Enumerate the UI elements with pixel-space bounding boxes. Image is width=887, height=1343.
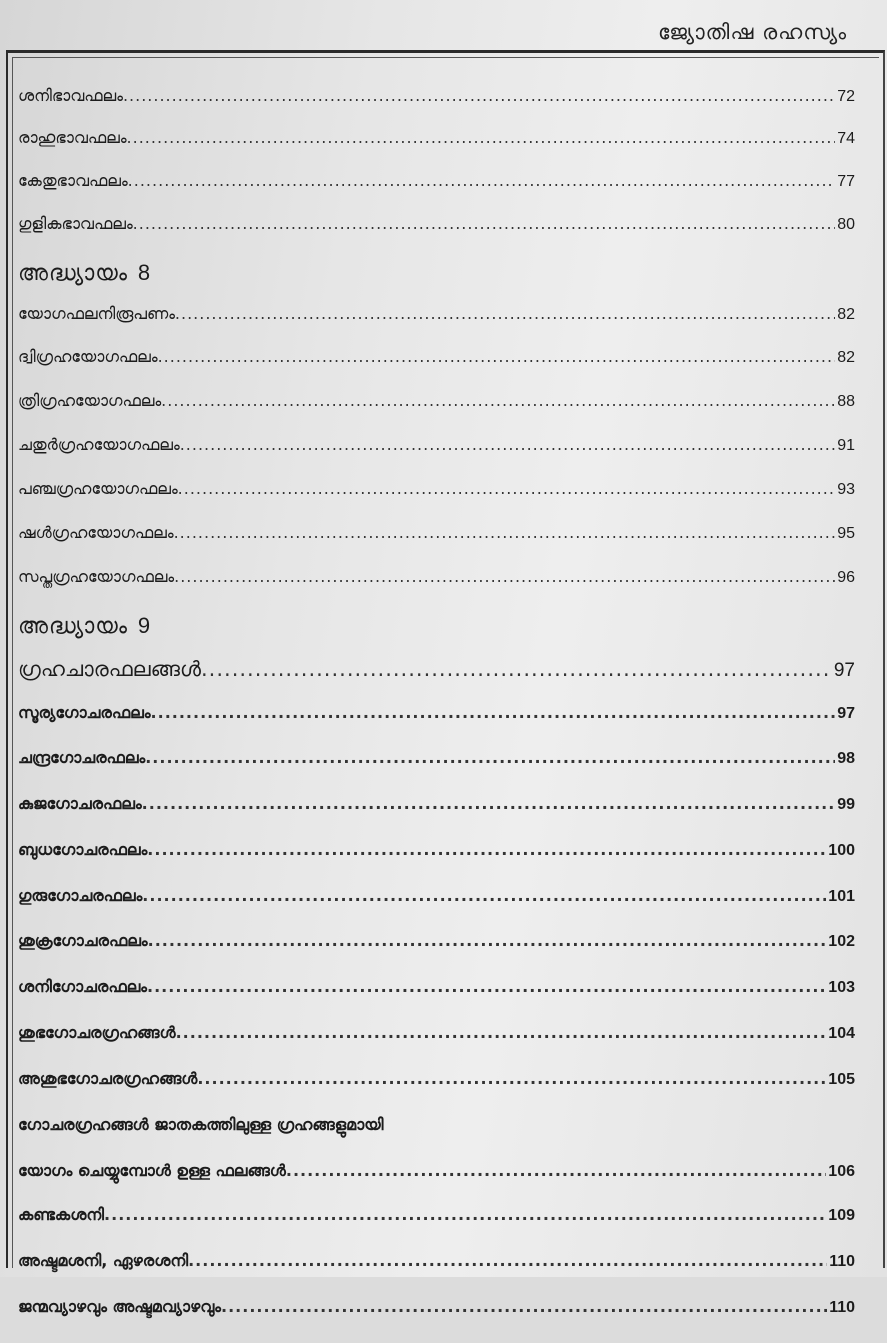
running-head-title: ജ്യോതിഷ രഹസ്യം (658, 20, 847, 44)
toc-entry-label: ഗുരുഗോചരഫലം (18, 886, 143, 905)
toc-entry (18, 1023, 855, 1069)
toc-entry (18, 1251, 855, 1297)
toc-entry-page: 88 (837, 393, 855, 410)
toc-leader-dots (147, 977, 826, 996)
toc-entry-label: യോഗഫലനിരൂപണം (18, 304, 175, 323)
toc-entry (18, 304, 855, 347)
toc-entry-label: ശനിഭാവഫലം (18, 86, 123, 105)
toc-entry-label: രാഹുഭാവഫലം (18, 128, 127, 147)
chapter-heading-number: 8 (137, 260, 152, 285)
toc-leader-dots (175, 304, 835, 323)
toc-entry (18, 567, 855, 613)
toc-entry (18, 886, 855, 931)
toc-entry-label: അഷ്ടമശനി, ഏഴരശനി (18, 1251, 189, 1270)
toc-entry-page: 93 (837, 481, 855, 498)
toc-entry-page: 80 (837, 216, 855, 233)
toc-entry-label: ഗ്രഹചാരഫലങ്ങൾ (18, 657, 201, 681)
toc-entry (18, 1297, 855, 1343)
toc-entry-label: കേതുഭാവഫലം (18, 171, 128, 190)
toc-entry-label: ചന്ദ്രഗോചരഫലം (18, 748, 146, 767)
toc-entry (18, 1205, 855, 1251)
toc-entry-page: 109 (828, 1207, 855, 1224)
toc-entry-label: കുജഗോചരഫലം (18, 794, 142, 813)
toc-entry-page: 106 (828, 1163, 855, 1180)
toc-entry-page: 95 (837, 525, 855, 542)
toc-entry-label: ശനിഗോചരഫലം (18, 977, 148, 996)
toc-entry-label: ഗുളികഭാവഫലം (18, 214, 133, 233)
toc-entry (18, 435, 855, 479)
toc-leader-dots (286, 1161, 826, 1180)
toc-entry-page: 97 (837, 705, 855, 722)
toc-entry-label: ശുഭഗോചരഗ്രഹങ്ങൾ (18, 1023, 176, 1042)
toc-entry (18, 1069, 855, 1115)
toc-entry (18, 748, 855, 794)
toc-entry-label: ജന്മവ്യാഴവും അഷ്ടമവ്യാഴവും (18, 1297, 222, 1316)
toc-entry-label: സപ്തഗ്രഹയോഗഫലം (18, 567, 175, 586)
toc-leader-dots (221, 1297, 827, 1316)
toc-entry-page: 72 (837, 88, 855, 105)
toc-entry-label: ഷൾഗ്രഹയോഗഫലം (18, 523, 174, 542)
toc-entry-page: 110 (829, 1299, 855, 1316)
table-of-contents (18, 86, 855, 1343)
toc-entry-page: 74 (837, 130, 855, 147)
toc-entry (18, 657, 855, 703)
toc-entry (18, 171, 855, 214)
toc-entry (18, 794, 855, 840)
toc-leader-dots (158, 347, 836, 366)
toc-entry-label: കണ്ടകശനി (18, 1205, 105, 1224)
toc-entry-page: 104 (828, 1025, 855, 1042)
chapter-heading-word: അദ്ധ്യായം (18, 261, 128, 286)
toc-entry-label: ചതുർഗ്രഹയോഗഫലം (18, 435, 180, 454)
toc-entry-label: ദ്വിഗ്രഹയോഗഫലം (18, 347, 158, 366)
toc-leader-dots (151, 703, 836, 722)
toc-leader-dots (188, 1251, 827, 1270)
toc-leader-dots (178, 479, 836, 498)
toc-entry-page: 82 (837, 306, 855, 323)
toc-entry-first-line: ഗോചരഗ്രഹങ്ങൾ ജാതകത്തിലുള്ള ഗ്രഹങ്ങളുമായി (18, 1115, 384, 1134)
toc-entry-page: 100 (828, 842, 855, 859)
toc-entry-label: സൂര്യഗോചരഫലം (18, 703, 151, 722)
toc-leader-dots (127, 128, 836, 147)
toc-entry-label: ശുക്രഗോചരഫലം (18, 931, 148, 950)
toc-entry-page: 96 (837, 569, 855, 586)
toc-entry (18, 977, 855, 1023)
toc-leader-dots (145, 748, 835, 767)
toc-entry-page: 97 (833, 660, 855, 681)
toc-entry-label: ബുധഗോചരഫലം (18, 840, 148, 859)
toc-leader-dots (147, 840, 826, 859)
chapter-heading-word: അദ്ധ്യായം (18, 614, 128, 639)
toc-entry-page: 82 (837, 349, 855, 366)
toc-entry-page: 101 (828, 888, 855, 905)
toc-leader-dots (174, 523, 836, 542)
toc-leader-dots (174, 567, 835, 586)
toc-entry-page: 77 (837, 173, 855, 190)
toc-leader-dots (128, 171, 836, 190)
toc-entry-label: ത്രിഗ്രഹയോഗഫലം (18, 391, 162, 410)
toc-entry-page: 102 (828, 933, 855, 950)
toc-entry (18, 703, 855, 748)
toc-entry-label: പഞ്ചഗ്രഹയോഗഫലം (18, 479, 178, 498)
toc-leader-dots (133, 214, 836, 233)
toc-entry-page: 99 (837, 796, 855, 813)
toc-entry (18, 86, 855, 128)
toc-entry (18, 931, 855, 977)
toc-entry (18, 523, 855, 567)
toc-entry (18, 214, 855, 260)
toc-entry-label: യോഗം ചെയ്യുമ്പോൾ ഉള്ള ഫലങ്ങൾ (18, 1161, 286, 1180)
toc-entry-page: 98 (837, 750, 855, 767)
toc-leader-dots (201, 657, 832, 681)
toc-entry-page: 110 (829, 1253, 855, 1270)
toc-entry (18, 347, 855, 391)
toc-leader-dots (176, 1023, 827, 1042)
toc-entry (18, 479, 855, 523)
toc-entry-label: അശുഭഗോചരഗ്രഹങ്ങൾ (18, 1069, 198, 1088)
chapter-heading (18, 613, 855, 657)
chapter-heading (18, 260, 855, 304)
toc-leader-dots (148, 931, 827, 950)
chapter-heading-number: 9 (137, 613, 152, 638)
toc-entry (18, 840, 855, 886)
toc-leader-dots (180, 435, 836, 454)
toc-leader-dots (161, 391, 835, 410)
toc-entry (18, 1161, 855, 1205)
toc-entry-page: 91 (837, 437, 855, 454)
toc-entry (18, 391, 855, 435)
toc-leader-dots (142, 794, 836, 813)
toc-leader-dots (197, 1069, 826, 1088)
toc-leader-dots (123, 86, 835, 105)
toc-entry-page: 103 (828, 979, 855, 996)
toc-entry-page: 105 (828, 1071, 855, 1088)
toc-entry (18, 128, 855, 171)
toc-leader-dots (142, 886, 826, 905)
toc-leader-dots (104, 1205, 826, 1224)
